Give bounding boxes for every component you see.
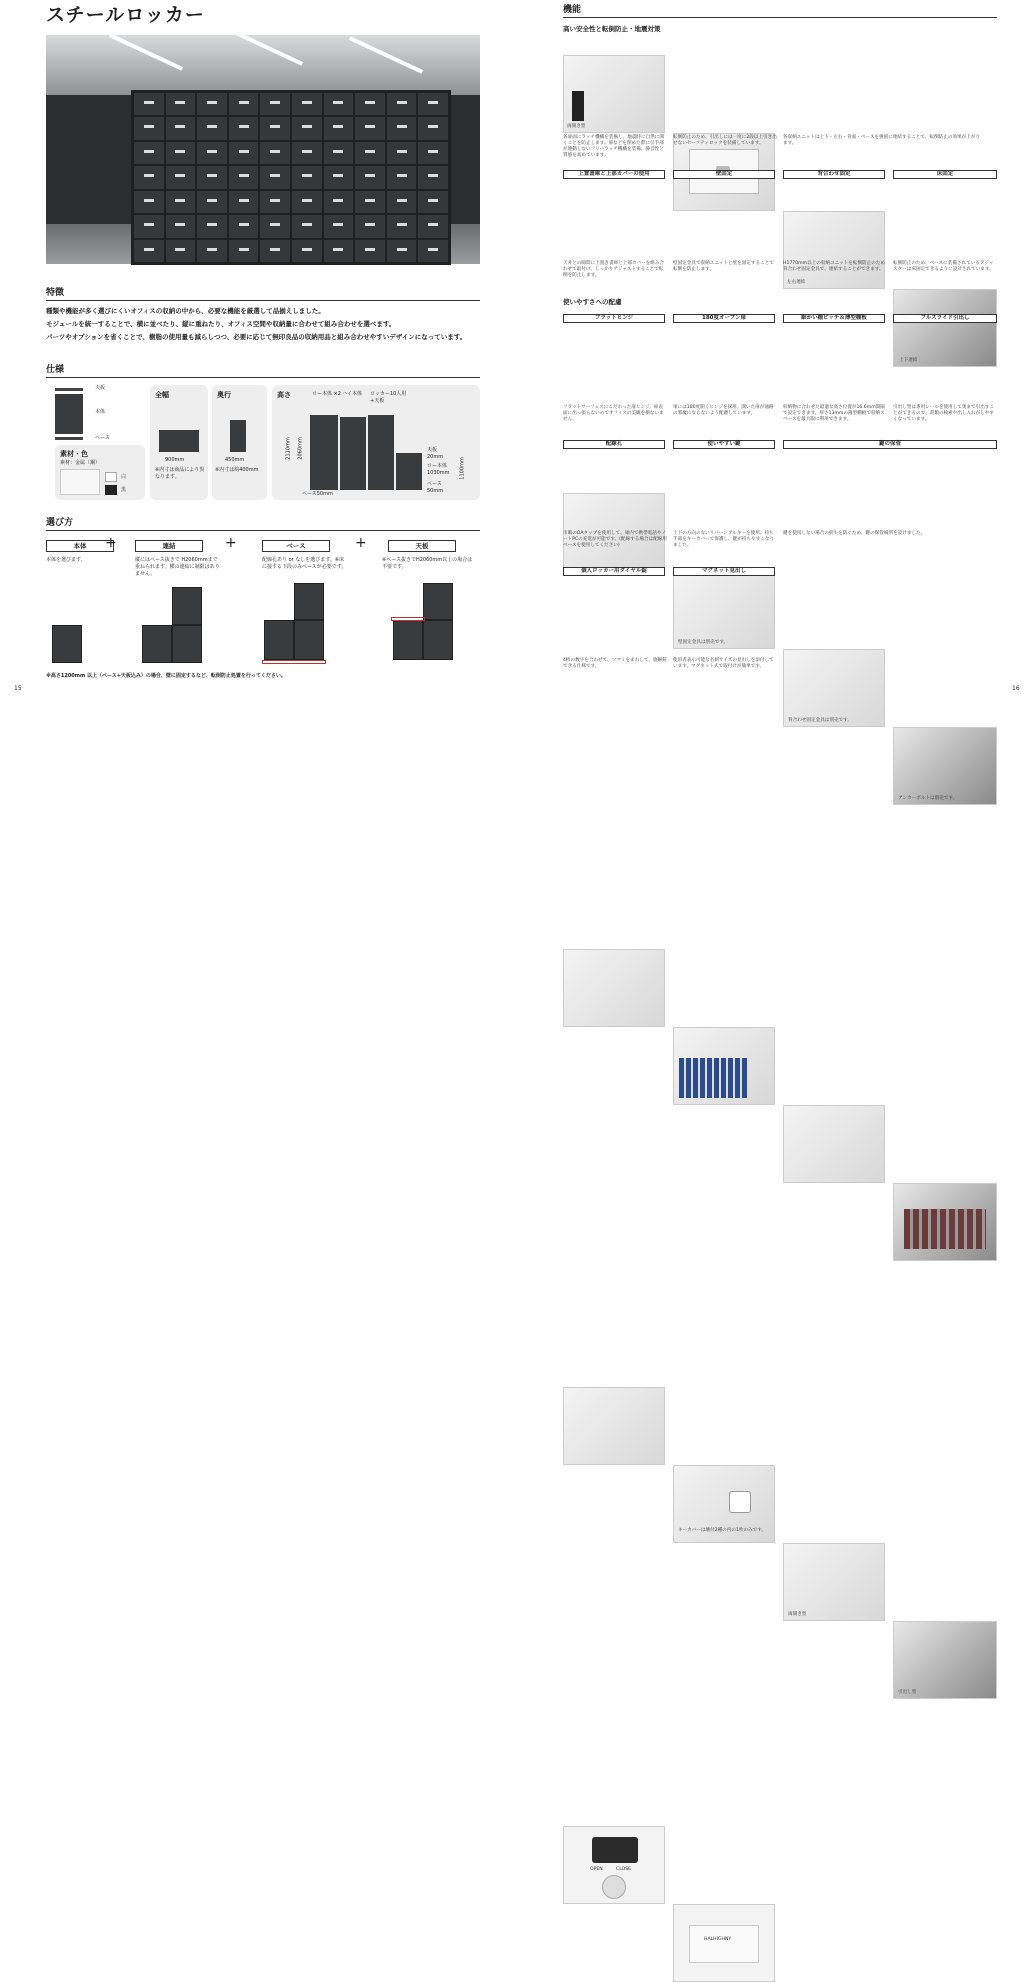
tab-back-fix: 背合わせ固定 — [783, 170, 885, 179]
height-right-label: ベース 50mm — [427, 481, 444, 494]
features-line: 種類や機能が多く選びにくいオフィスの収納の中から、必要な機能を厳選して品揃えしました。 — [46, 307, 325, 315]
photo-label: 背合わせ固定金具は別売です。 — [788, 718, 852, 723]
height-box — [272, 385, 480, 500]
photo-label: キーカバーは壊付2種の内の1枚のみです。 — [678, 1528, 767, 1533]
height-title: 高さ — [277, 391, 291, 399]
height-col-label: ハイ本体 — [342, 391, 363, 397]
tab-key-storage: 鍵の保管 — [783, 440, 997, 449]
material-box — [55, 445, 145, 500]
photo-label: 壁固定金具は別売です。 — [678, 640, 729, 645]
height-right-label: 天板 20mm — [427, 447, 444, 460]
caption: 鍵を使用しない場合の紛失を防ぐため、鍵の保管場所を設けました。 — [783, 531, 926, 536]
dial-close-label: CLOSE — [616, 1867, 632, 1872]
photo-latch — [563, 55, 665, 133]
black-swatch — [105, 485, 117, 495]
caption: 引出し型は専用レールを使用して奥まで引出すことができるので、書類の検索や出し入れがしやすくなっています。 — [893, 405, 994, 422]
caption: 扉には180度開くヒンジを採用。開いた扉が通路の邪魔にならないよう配慮しています。 — [673, 405, 774, 416]
height-right-label: ロー本体 1030mm — [427, 463, 450, 476]
spec-parts-diagram — [55, 385, 145, 445]
caption: 壁固定金具で収納ユニットと壁を固定することで転倒を防止します。 — [673, 261, 774, 272]
photo-dial-lock — [563, 1826, 665, 1904]
caption: 市販のOAタップを使用して、庫内で携帯電話やノートPCの充電が可能です。(配線する場合は配線用ベースを使用してください) — [563, 531, 667, 548]
spec-heading: 仕様 — [46, 362, 480, 378]
photo-label: 上下連結 — [899, 358, 918, 363]
caption: 収納物に合わせた最適な高さ位置が16.6mm間隔で設定できます。厚さ13mmの薄型棚板で収納スペースを最大限に利用できます。 — [783, 405, 885, 422]
photo-ud-connect — [893, 289, 997, 367]
caption: 各収納ユニットは上下・左右・背面・ベースを強固に連結することで、転倒防止の効果が上がります。 — [783, 135, 981, 146]
tab-shelf-pitch: 細かい棚ピッチ＆薄型棚板 — [783, 314, 885, 323]
photo-magnet-label — [673, 1904, 775, 1982]
step-illus-base — [264, 620, 294, 660]
depth-title: 奥行 — [217, 391, 231, 399]
footnote: ※高さ1200mm 以上（ベース+天板込み）の場合、壁に固定するなど、転倒防止処置を行ってください。 — [46, 673, 286, 679]
step-tab-top: 天板 — [388, 540, 456, 552]
key-icon — [729, 1491, 751, 1513]
tab-easy-key: 使いやすい鍵 — [673, 440, 775, 449]
material-title: 素材・色 — [60, 450, 88, 458]
spec-part-label: ベース — [95, 435, 110, 441]
width-title: 全幅 — [155, 391, 169, 399]
photo-flat-hinge — [563, 949, 665, 1027]
spec-part-label: 本体 — [95, 409, 106, 415]
caption: 各扉面にラッチ機構を装備し、地震時に自然に開くことを防止します。扉などを閉めた際に引手部が連動しないフリーラッチ機構を装備。静音性と質感を高めています。 — [563, 135, 664, 158]
dial-open-label: OPEN — [590, 1867, 603, 1872]
photo-full-slide — [893, 1183, 997, 1261]
photo-label: 両開き型 — [567, 124, 586, 129]
plus-sign: + — [355, 535, 367, 551]
select-heading: 選び方 — [46, 515, 480, 531]
width-value: 900mm — [165, 457, 185, 463]
functions-heading: 機能 — [563, 2, 997, 18]
tab-flat-hinge: フラットヒンジ — [563, 314, 665, 323]
tab-floor-fix: 床固定 — [893, 170, 997, 179]
photo-label: 左右連結 — [787, 280, 806, 285]
safety-heading: 高い安全性と転倒防止・地震対策 — [563, 25, 661, 33]
tab-magnet-label: マグネット見出し — [673, 567, 775, 576]
features-text — [46, 305, 486, 344]
photo-key-storage-drawer — [893, 1621, 997, 1699]
width-box — [150, 385, 208, 500]
caption: H1770mm以上の収納ユニットを転倒防止のため背合わせ固定金具で、連結することができます。 — [783, 261, 886, 272]
spec-part-label: 天板 — [95, 385, 106, 391]
caption: 転倒防止のため、ベースに装備されているアジャスターは床固定できるように設計されています。 — [893, 261, 994, 272]
locker-grid — [131, 90, 451, 265]
tab-wiring-hole: 配線孔 — [563, 440, 665, 449]
step-text: 縦にはベース抜きで H2060mmまで重ねられます。横の連結に制限はありません。 — [135, 557, 220, 577]
material-text: 素材：金属（鋼） — [60, 460, 101, 466]
dial-icon — [592, 1837, 638, 1863]
step-text: ※ベース抜きでH2060mm以上の場合は不要です。 — [382, 557, 473, 570]
height-col-label: ロー本体 ×2 — [312, 391, 341, 397]
caption: 使用者表示可能な名刺サイズの見出しを添付しています。マグネット式で取付けが簡単です。 — [673, 658, 774, 669]
features-line: パーツやオプションを省くことで、樹脂の使用量も減らしつつ、必要に応じて無印良品の収納用品と組み合わせやすいデザインになっています。 — [46, 333, 467, 341]
step-text: 配線孔あり or なしを選びます。※床に接する下段のみベースが必要です。 — [262, 557, 347, 570]
tab-180-door: 180度オープン扉 — [673, 314, 775, 323]
width-note: ※内寸は商品により異なります。 — [155, 467, 205, 480]
photo-wall-fix — [673, 571, 775, 649]
card-text: HALHIGHNY — [704, 1937, 732, 1942]
depth-note: ※内寸は約400mm — [215, 467, 259, 473]
plus-sign: + — [105, 535, 117, 551]
photo-floor-fix — [893, 727, 997, 805]
tab-top-cover: 上置書庫と上部カバーの使用 — [563, 170, 665, 179]
caption: 天井との隙間に上置き書庫と上部カバーを組み合わせて取付け、しっかりアジャストすることで転倒を防止します。 — [563, 261, 665, 278]
caption: フラットサーフェスにこだわった扉ヒンジ。扉表面に出っ張らないのでオフィスの美観を損ないません。 — [563, 405, 664, 422]
white-swatch — [105, 472, 117, 482]
color-label: 白 — [121, 474, 127, 480]
height-base-label: ベース50mm — [302, 491, 333, 497]
step-text: 本体を選びます。 — [46, 557, 86, 563]
height-col-label: ロッカー10人用 +天板 — [370, 391, 407, 404]
knob-icon — [602, 1875, 626, 1899]
photo-lr-connect — [783, 211, 885, 289]
step-illus-body — [52, 625, 82, 663]
photo-wiring-hole — [563, 1387, 665, 1465]
photo-label: 両開き型 — [788, 1612, 807, 1617]
tab-full-slide: フルスライド引出し — [893, 314, 997, 323]
usability-heading: 使いやすさへの配慮 — [563, 298, 622, 306]
step-tab-body: 本体 — [46, 540, 114, 552]
hero-photo — [46, 35, 480, 264]
photo-180-door — [673, 1027, 775, 1105]
depth-value: 450mm — [225, 457, 245, 463]
photo-key-storage-door — [783, 1543, 885, 1621]
color-label: 黒 — [121, 487, 127, 493]
features-line: モジュールを統一することで、横に並べたり、縦に重ねたり、オフィス空間や収納量に合わせて組み合わせを選べます。 — [46, 320, 396, 328]
depth-box — [212, 385, 267, 500]
step-illus-connect — [142, 625, 172, 663]
height-dim: 2110mm — [285, 437, 292, 460]
photo-shelf-pitch — [783, 1105, 885, 1183]
step-tab-base: ベース — [262, 540, 330, 552]
step-illus-top — [393, 620, 423, 660]
photo-key — [673, 1465, 775, 1543]
step-tab-connect: 連結 — [135, 540, 203, 552]
height-dim: 1100mm — [459, 457, 466, 480]
tab-dial-lock: 個人ロッカー用ダイヤル錠 — [563, 567, 665, 576]
page-title: スチールロッカー — [46, 4, 205, 26]
features-heading: 特徴 — [46, 285, 480, 301]
photo-label: アンカーボルトは別売です。 — [898, 796, 958, 801]
photo-back-fix — [783, 649, 885, 727]
caption: 転倒防止のため、引出しには一度に2段以上引き出せないセーフティロックを装備しています。 — [673, 135, 777, 146]
caption: 上下の方向のないリバーシブルキーを使用。持ち手部をキーカバーで保護し、鍵が持ちやすくなりました。 — [673, 531, 774, 548]
photo-label: 引出し型 — [898, 1690, 917, 1695]
height-dim: 2060mm — [297, 437, 304, 460]
page-number: 16 — [1012, 685, 1020, 692]
plus-sign: + — [225, 535, 237, 551]
page-number: 15 — [14, 685, 22, 692]
caption: 4桁の数字を合わせて、ツマミをまわして、施解錠できる仕様です。 — [563, 658, 667, 669]
tab-wall-fix: 壁固定 — [673, 170, 775, 179]
